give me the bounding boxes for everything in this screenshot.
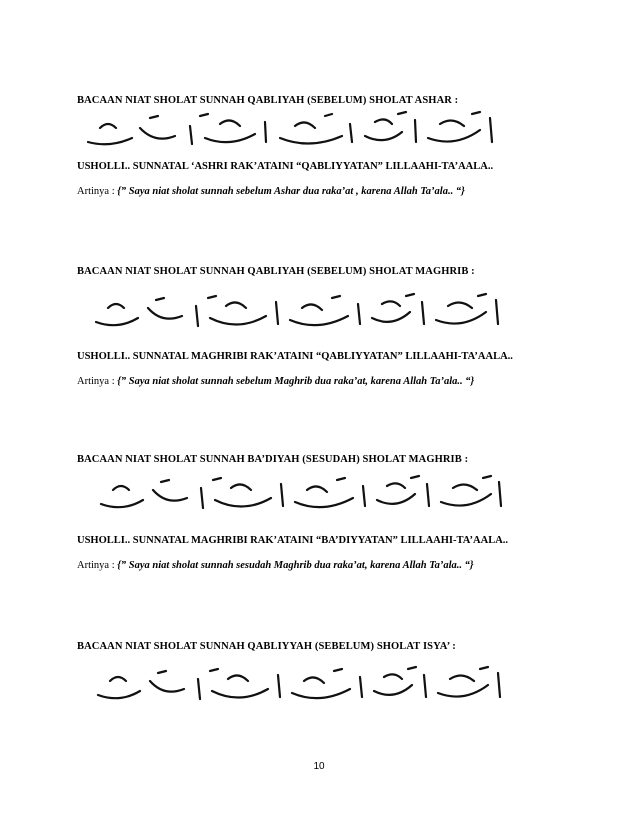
- artinya-label: Artinya :: [77, 376, 115, 387]
- translation: [77, 560, 567, 571]
- arabic-text: أُصَلِّي سُنَّةَ الْمَغْرِبِ رَكْعَتَيْنِ قَبْلِيَّةً لِلَّهِ تَعَالَى: [90, 290, 107, 291]
- transliteration: USHOLLI.. SUNNATAL MAGHRIBI RAK’ATAINI “QABLIYYATAN” LILLAAHI-TA’AALA..: [77, 351, 513, 362]
- translation: [77, 376, 567, 387]
- arabic-text: أُصَلِّي سُنَّةَ الْعِشَاءِ رَكْعَتَيْنِ قَبْلِيَّةً لِلَّهِ تَعَالَى: [92, 663, 109, 664]
- section-heading: BACAAN NIAT SHOLAT SUNNAH QABLIYAH (SEBELUM) SHOLAT MAGHRIB :: [77, 266, 475, 277]
- section-heading: BACAAN NIAT SHOLAT SUNNAH BA’DIYAH (SESUDAH) SHOLAT MAGHRIB :: [77, 454, 469, 465]
- arabic-text: أُصَلِّي سُنَّةَ الْعَصْرِ رَكْعَتَيْنِ قَبْلِيَّةً لِلَّهِ تَعَالَى: [80, 108, 97, 109]
- artinya-text: {” Saya niat sholat sunnah sebelum Ashar dua raka’at , karena Allah Ta’ala.. “}: [117, 186, 465, 197]
- section-3: [77, 454, 567, 465]
- transliteration: USHOLLI.. SUNNATAL MAGHRIBI RAK’ATAINI “BA’DIYYATAN” LILLAAHI-TA’AALA..: [77, 535, 509, 546]
- section-3-body: [77, 533, 567, 571]
- artinya-text: {” Saya niat sholat sunnah sesudah Maghrib dua raka’at, karena Allah Ta’ala.. “}: [117, 560, 474, 571]
- arabic-calligraphy-maghrib-qabliyah: [90, 290, 510, 338]
- page-number: 10: [313, 761, 325, 772]
- section-heading: BACAAN NIAT SHOLAT SUNNAH QABLIYAH (SEBELUM) SHOLAT ASHAR :: [77, 95, 459, 106]
- transliteration: USHOLLI.. SUNNATAL ‘ASHRI RAK’ATAINI “QABLIYYATAN” LILLAAHI-TA’AALA..: [77, 161, 494, 172]
- artinya-text: {” Saya niat sholat sunnah sebelum Maghrib dua raka’at, karena Allah Ta’ala.. “}: [117, 376, 475, 387]
- section-4: [77, 641, 567, 652]
- section-2-body: [77, 349, 567, 387]
- translation: [77, 186, 567, 197]
- arabic-calligraphy-maghrib-badiyah: [95, 474, 510, 522]
- section-1-body: [77, 159, 567, 197]
- artinya-label: Artinya :: [77, 560, 115, 571]
- artinya-label: Artinya :: [77, 186, 115, 197]
- arabic-calligraphy-isya: [92, 663, 512, 711]
- arabic-text: أُصَلِّي سُنَّةَ الْمَغْرِبِ رَكْعَتَيْنِ بَعْدِيَّةً لِلَّهِ تَعَالَى: [95, 474, 112, 475]
- arabic-calligraphy-ashar: [80, 108, 510, 156]
- section-heading: BACAAN NIAT SHOLAT SUNNAH QABLIYYAH (SEBELUM) SHOLAT ISYA’ :: [77, 641, 456, 652]
- section-1: [77, 95, 567, 106]
- arabic-ink: [88, 112, 492, 144]
- section-2: [77, 266, 567, 277]
